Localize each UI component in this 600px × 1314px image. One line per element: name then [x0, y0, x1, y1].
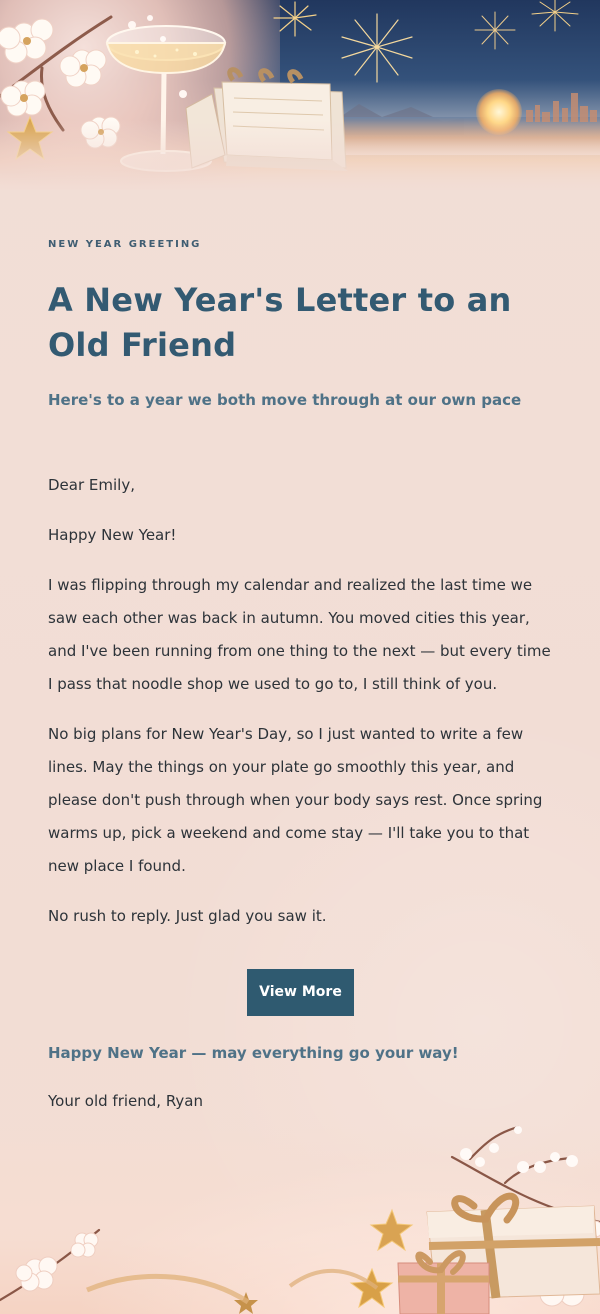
letter-body	[48, 469, 553, 933]
gold-star-icon	[5, 114, 55, 164]
eyebrow-label: NEW YEAR GREETING	[48, 239, 202, 250]
header-illustration	[0, 0, 600, 190]
firework-icon	[468, 8, 523, 53]
letter-salutation: Dear Emily,	[48, 476, 135, 494]
letter-paragraph: No rush to reply. Just glad you saw it.	[48, 907, 327, 925]
letter-opening: Happy New Year!	[48, 526, 177, 544]
firework-icon	[250, 0, 340, 48]
sun-icon	[476, 89, 522, 135]
letter-paragraph: No big plans for New Year's Day, so I just wanted to write a few lines. May the things on your plate go smoothly this year, and please don't push through when your body says rest. Once spring warms up, pick a weekend and come stay — I'll take you to that new place I found.	[48, 725, 543, 875]
city-skyline-icon	[522, 88, 600, 122]
page-title: A New Year's Letter to an Old Friend	[48, 281, 512, 364]
sea-horizon	[300, 117, 600, 155]
desk-calendar-icon	[180, 64, 352, 176]
signature: Your old friend, Ryan	[48, 1092, 204, 1110]
subtitle: Here's to a year we both move through at our own pace	[48, 391, 522, 409]
closing-message: Happy New Year — may everything go your way!	[48, 1044, 459, 1062]
letter-paragraph: I was flipping through my calendar and realized the last time we saw each other was back in autumn. You moved cities this year, and I've been running from one thing to the next — but every time I pass that noodle shop we used to go to, I still think of you.	[48, 576, 551, 693]
cta-container	[247, 969, 354, 1016]
footer-illustration	[0, 1124, 600, 1314]
gift-flowers-stars-illustration-icon	[0, 1124, 600, 1314]
letter-content	[48, 236, 553, 950]
view-more-button[interactable]: View More	[247, 969, 354, 1016]
firework-icon	[520, 0, 590, 36]
